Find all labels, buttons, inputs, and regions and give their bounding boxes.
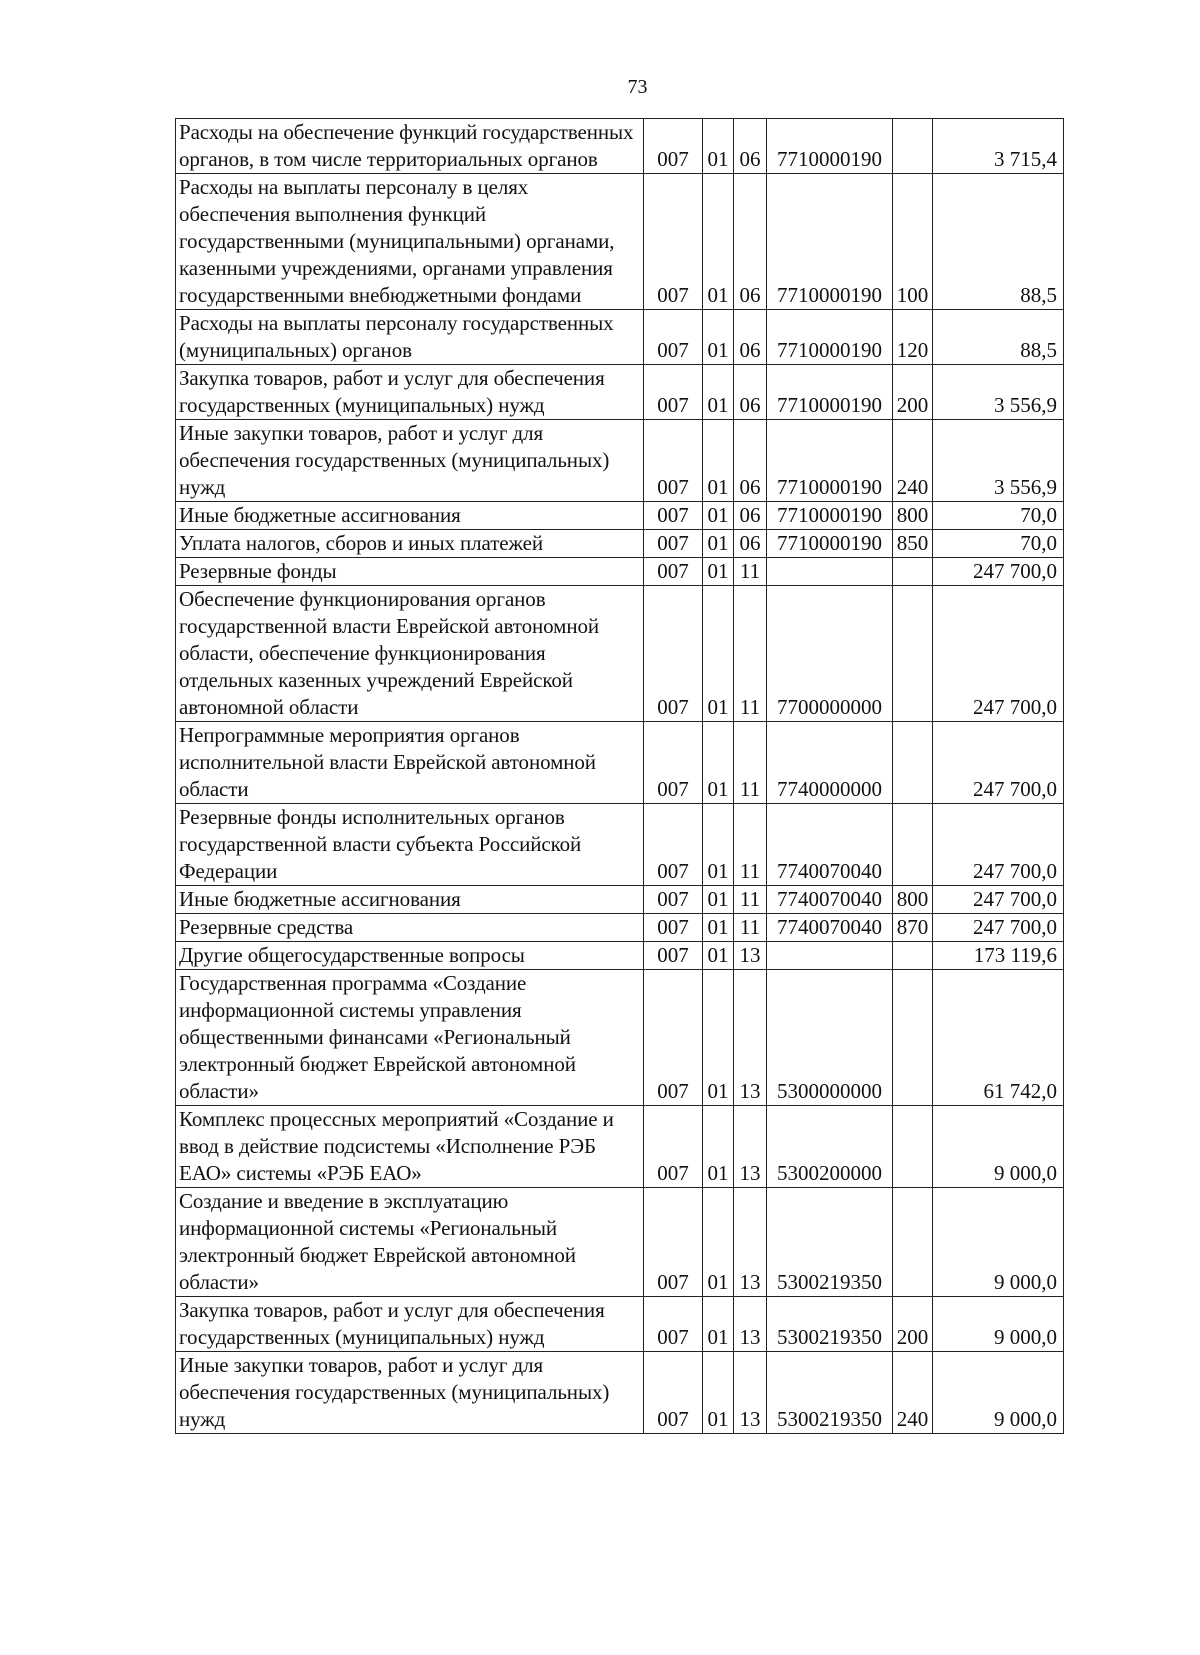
table-row: [176, 310, 1064, 365]
target-article-cell: 7710000190: [767, 502, 893, 530]
admin-code-cell: 007: [644, 558, 703, 586]
target-article-cell: 7740070040: [767, 886, 893, 914]
expense-name-cell: Другие общегосударственные вопросы: [176, 942, 644, 970]
expense-name-cell: Обеспечение функционирования органов государственной власти Еврейской автономной области, обеспечение функционирования отдельных казенных учреждений Еврейской автономной области: [176, 586, 644, 722]
table-row: [176, 420, 1064, 502]
expense-type-cell: 120: [893, 310, 933, 365]
expense-type-cell: 800: [893, 502, 933, 530]
amount-cell: 3 715,4: [933, 119, 1064, 174]
expense-type-cell: [893, 804, 933, 886]
budget-table: [175, 118, 1064, 1434]
table-row: [176, 804, 1064, 886]
admin-code-cell: 007: [644, 530, 703, 558]
admin-code-cell: 007: [644, 1188, 703, 1297]
section-code-cell: 01: [703, 119, 734, 174]
admin-code-cell: 007: [644, 174, 703, 310]
expense-type-cell: 240: [893, 1352, 933, 1434]
expense-name-cell: Иные закупки товаров, работ и услуг для обеспечения государственных (муниципальных) нужд: [176, 1352, 644, 1434]
amount-cell: 247 700,0: [933, 804, 1064, 886]
subsection-code-cell: 06: [734, 365, 767, 420]
table-row: [176, 1352, 1064, 1434]
expense-name-cell: Комплекс процессных мероприятий «Создание и ввод в действие подсистемы «Исполнение РЭБ ЕАО» системы «РЭБ ЕАО»: [176, 1106, 644, 1188]
amount-cell: 247 700,0: [933, 886, 1064, 914]
expense-name-cell: Уплата налогов, сборов и иных платежей: [176, 530, 644, 558]
amount-cell: 3 556,9: [933, 420, 1064, 502]
subsection-code-cell: 11: [734, 722, 767, 804]
subsection-code-cell: 13: [734, 1297, 767, 1352]
amount-cell: 247 700,0: [933, 558, 1064, 586]
section-code-cell: 01: [703, 804, 734, 886]
target-article-cell: 5300219350: [767, 1297, 893, 1352]
table-row: [176, 530, 1064, 558]
expense-name-cell: Иные закупки товаров, работ и услуг для обеспечения государственных (муниципальных) нужд: [176, 420, 644, 502]
section-code-cell: 01: [703, 1106, 734, 1188]
expense-type-cell: 800: [893, 886, 933, 914]
amount-cell: 247 700,0: [933, 914, 1064, 942]
table-row: [176, 365, 1064, 420]
expense-type-cell: 240: [893, 420, 933, 502]
amount-cell: 70,0: [933, 502, 1064, 530]
target-article-cell: 7740000000: [767, 722, 893, 804]
admin-code-cell: 007: [644, 970, 703, 1106]
expense-name-cell: Резервные фонды исполнительных органов государственной власти субъекта Российской Федерации: [176, 804, 644, 886]
table-row: [176, 119, 1064, 174]
amount-cell: 247 700,0: [933, 722, 1064, 804]
subsection-code-cell: 11: [734, 586, 767, 722]
target-article-cell: 7740070040: [767, 914, 893, 942]
target-article-cell: 7710000190: [767, 530, 893, 558]
table-row: [176, 1188, 1064, 1297]
expense-type-cell: 200: [893, 365, 933, 420]
expense-name-cell: Закупка товаров, работ и услуг для обеспечения государственных (муниципальных) нужд: [176, 365, 644, 420]
table-row: [176, 586, 1064, 722]
admin-code-cell: 007: [644, 586, 703, 722]
section-code-cell: 01: [703, 310, 734, 365]
target-article-cell: 5300000000: [767, 970, 893, 1106]
subsection-code-cell: 11: [734, 914, 767, 942]
target-article-cell: 5300219350: [767, 1352, 893, 1434]
section-code-cell: 01: [703, 586, 734, 722]
subsection-code-cell: 13: [734, 942, 767, 970]
target-article-cell: 5300219350: [767, 1188, 893, 1297]
subsection-code-cell: 06: [734, 174, 767, 310]
amount-cell: 9 000,0: [933, 1297, 1064, 1352]
section-code-cell: 01: [703, 420, 734, 502]
expense-name-cell: Иные бюджетные ассигнования: [176, 886, 644, 914]
subsection-code-cell: 06: [734, 310, 767, 365]
section-code-cell: 01: [703, 174, 734, 310]
expense-type-cell: [893, 942, 933, 970]
expense-name-cell: Закупка товаров, работ и услуг для обеспечения государственных (муниципальных) нужд: [176, 1297, 644, 1352]
table-row: [176, 502, 1064, 530]
table-row: [176, 914, 1064, 942]
expense-type-cell: [893, 119, 933, 174]
table-row: [176, 970, 1064, 1106]
table-row: [176, 174, 1064, 310]
section-code-cell: 01: [703, 365, 734, 420]
admin-code-cell: 007: [644, 502, 703, 530]
table-row: [176, 722, 1064, 804]
expense-name-cell: Создание и введение в эксплуатацию информационной системы «Региональный электронный бюджет Еврейской автономной области»: [176, 1188, 644, 1297]
section-code-cell: 01: [703, 722, 734, 804]
table-row: [176, 886, 1064, 914]
expense-name-cell: Резервные средства: [176, 914, 644, 942]
amount-cell: 247 700,0: [933, 586, 1064, 722]
table-row: [176, 1106, 1064, 1188]
section-code-cell: 01: [703, 914, 734, 942]
admin-code-cell: 007: [644, 914, 703, 942]
amount-cell: 9 000,0: [933, 1352, 1064, 1434]
target-article-cell: 7710000190: [767, 420, 893, 502]
expense-type-cell: 100: [893, 174, 933, 310]
admin-code-cell: 007: [644, 886, 703, 914]
admin-code-cell: 007: [644, 722, 703, 804]
amount-cell: 70,0: [933, 530, 1064, 558]
admin-code-cell: 007: [644, 804, 703, 886]
target-article-cell: 7710000190: [767, 365, 893, 420]
admin-code-cell: 007: [644, 1297, 703, 1352]
target-article-cell: [767, 942, 893, 970]
amount-cell: 173 119,6: [933, 942, 1064, 970]
expense-type-cell: [893, 1106, 933, 1188]
admin-code-cell: 007: [644, 119, 703, 174]
expense-type-cell: 850: [893, 530, 933, 558]
target-article-cell: 7740070040: [767, 804, 893, 886]
expense-name-cell: Резервные фонды: [176, 558, 644, 586]
expense-type-cell: [893, 586, 933, 722]
subsection-code-cell: 13: [734, 970, 767, 1106]
page-number: 73: [627, 76, 648, 98]
budget-table-body: [176, 119, 1064, 1434]
subsection-code-cell: 13: [734, 1352, 767, 1434]
expense-name-cell: Расходы на обеспечение функций государственных органов, в том числе территориальных органов: [176, 119, 644, 174]
subsection-code-cell: 11: [734, 886, 767, 914]
admin-code-cell: 007: [644, 1106, 703, 1188]
section-code-cell: 01: [703, 530, 734, 558]
section-code-cell: 01: [703, 1188, 734, 1297]
admin-code-cell: 007: [644, 1352, 703, 1434]
subsection-code-cell: 13: [734, 1106, 767, 1188]
amount-cell: 9 000,0: [933, 1106, 1064, 1188]
section-code-cell: 01: [703, 886, 734, 914]
target-article-cell: [767, 558, 893, 586]
target-article-cell: 7710000190: [767, 310, 893, 365]
table-row: [176, 558, 1064, 586]
expense-name-cell: Расходы на выплаты персоналу в целях обеспечения выполнения функций государственными (муниципальными) органами, казенными учреждениями, органами управления государственными внебюджетными фондами: [176, 174, 644, 310]
subsection-code-cell: 06: [734, 119, 767, 174]
expense-type-cell: [893, 558, 933, 586]
admin-code-cell: 007: [644, 942, 703, 970]
expense-type-cell: 200: [893, 1297, 933, 1352]
expense-name-cell: Государственная программа «Создание информационной системы управления общественными финансами «Региональный электронный бюджет Еврейской автономной области»: [176, 970, 644, 1106]
section-code-cell: 01: [703, 558, 734, 586]
target-article-cell: 7710000190: [767, 119, 893, 174]
subsection-code-cell: 06: [734, 502, 767, 530]
section-code-cell: 01: [703, 502, 734, 530]
table-row: [176, 942, 1064, 970]
expense-type-cell: [893, 1188, 933, 1297]
subsection-code-cell: 06: [734, 530, 767, 558]
section-code-cell: 01: [703, 942, 734, 970]
amount-cell: 61 742,0: [933, 970, 1064, 1106]
subsection-code-cell: 11: [734, 558, 767, 586]
amount-cell: 88,5: [933, 310, 1064, 365]
admin-code-cell: 007: [644, 365, 703, 420]
section-code-cell: 01: [703, 970, 734, 1106]
target-article-cell: 7700000000: [767, 586, 893, 722]
section-code-cell: 01: [703, 1297, 734, 1352]
expense-type-cell: 870: [893, 914, 933, 942]
subsection-code-cell: 11: [734, 804, 767, 886]
target-article-cell: 5300200000: [767, 1106, 893, 1188]
table-row: [176, 1297, 1064, 1352]
expense-name-cell: Расходы на выплаты персоналу государственных (муниципальных) органов: [176, 310, 644, 365]
subsection-code-cell: 13: [734, 1188, 767, 1297]
expense-type-cell: [893, 970, 933, 1106]
target-article-cell: 7710000190: [767, 174, 893, 310]
section-code-cell: 01: [703, 1352, 734, 1434]
expense-name-cell: Непрограммные мероприятия органов исполнительной власти Еврейской автономной области: [176, 722, 644, 804]
amount-cell: 3 556,9: [933, 365, 1064, 420]
admin-code-cell: 007: [644, 420, 703, 502]
expense-type-cell: [893, 722, 933, 804]
amount-cell: 88,5: [933, 174, 1064, 310]
admin-code-cell: 007: [644, 310, 703, 365]
expense-name-cell: Иные бюджетные ассигнования: [176, 502, 644, 530]
amount-cell: 9 000,0: [933, 1188, 1064, 1297]
subsection-code-cell: 06: [734, 420, 767, 502]
